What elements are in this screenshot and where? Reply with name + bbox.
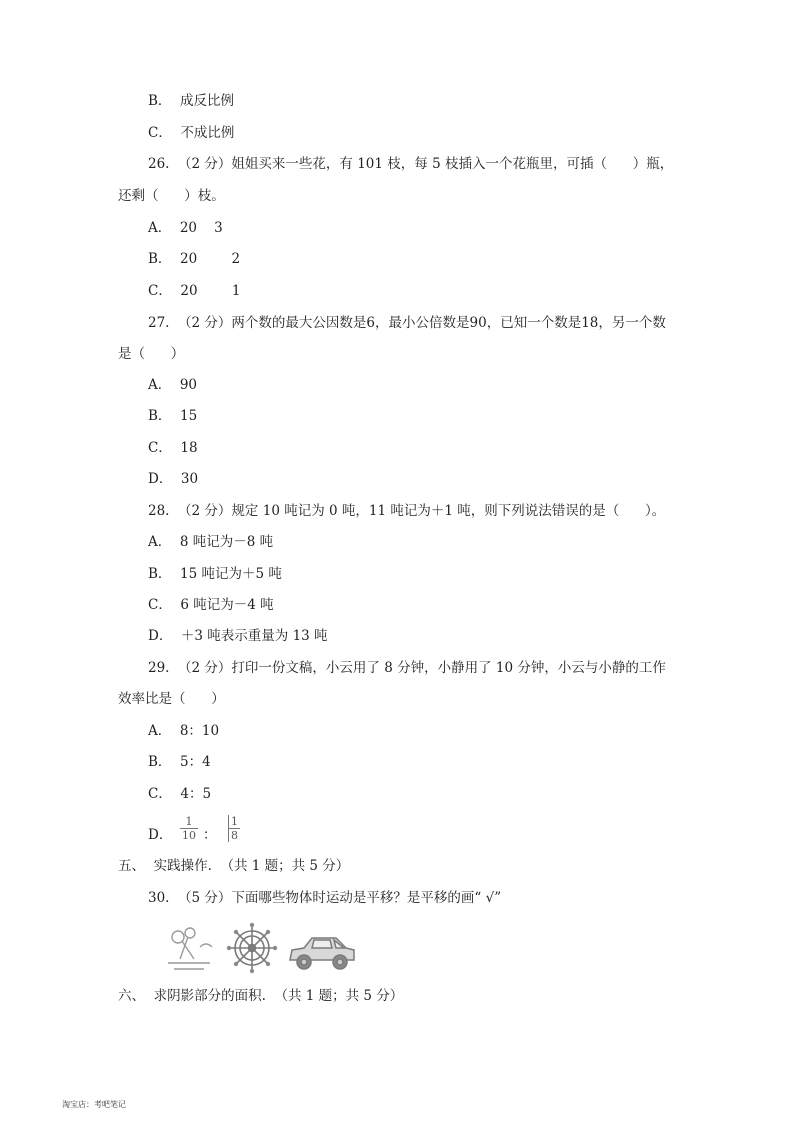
option-c: C． 4：5: [148, 786, 212, 802]
option-b: B． 15: [148, 408, 198, 424]
option-b: B． 15 吨记为＋5 吨: [148, 566, 282, 582]
question-28-stem: 28. （2 分）规定 10 吨记为 0 吨，11 吨记为＋1 吨，则下列说法错误的是（ ）。: [148, 503, 666, 519]
footer-shop-text: 淘宝店：考吧笔记: [62, 1100, 126, 1109]
fraction-one-tenth: [180, 815, 198, 842]
option-c: C． 6 吨记为－4 吨: [148, 597, 274, 613]
car-image: [286, 930, 358, 974]
option-a: A． 90: [148, 377, 198, 393]
option-d-label: D．: [148, 827, 173, 843]
question-26-stem-cont: 还剩（ ）枝。: [118, 188, 225, 204]
ratio-separator: ：: [203, 827, 217, 843]
fraction-numerator: 1: [180, 815, 198, 829]
ship-wheel-image: [226, 922, 278, 974]
question-30-stem: 30. （5 分）下面哪些物体时运动是平移？是平移的画“ √”: [148, 890, 502, 906]
option-c: C． 18: [148, 440, 198, 456]
option-a: A． 20 3: [148, 220, 223, 236]
fraction-denominator: 10: [182, 829, 196, 842]
scissors-figure-image: [160, 925, 220, 973]
question-29-stem-cont: 效率比是（ ）: [118, 691, 225, 707]
option-b: B． 20 2: [148, 251, 241, 267]
option-c: C． 不成比例: [148, 125, 235, 141]
fraction-denominator: 8: [231, 829, 238, 842]
question-27-stem: 27. （2 分）两个数的最大公因数是6，最小公倍数是90，已知一个数是18，另一个数: [148, 315, 666, 331]
fraction-one-eighth: [228, 815, 240, 842]
option-a: A． 8 吨记为－8 吨: [148, 534, 274, 550]
option-d: D． 30: [148, 471, 199, 487]
option-b: B． 5：4: [148, 754, 211, 770]
fraction-numerator: 1: [231, 815, 238, 828]
option-c: C． 20 1: [148, 283, 241, 299]
question-26-stem: 26. （2 分）姐姐买来一些花，有 101 枝，每 5 枝插入一个花瓶里，可插（ ）瓶，: [148, 156, 674, 172]
section-six-title: 六、 求阴影部分的面积. （共 1 题；共 5 分）: [118, 988, 404, 1004]
question-29-stem: 29. （2 分）打印一份文稿，小云用了 8 分钟，小静用了 10 分钟，小云与小静的工作: [148, 660, 666, 676]
option-d: D． ＋3 吨表示重量为 13 吨: [148, 628, 328, 644]
option-b: B． 成反比例: [148, 93, 235, 109]
option-a: A． 8：10: [148, 723, 220, 739]
section-five-title: 五、 实践操作. （共 1 题；共 5 分）: [118, 858, 350, 874]
question-27-stem-cont: 是（ ）: [118, 346, 185, 362]
